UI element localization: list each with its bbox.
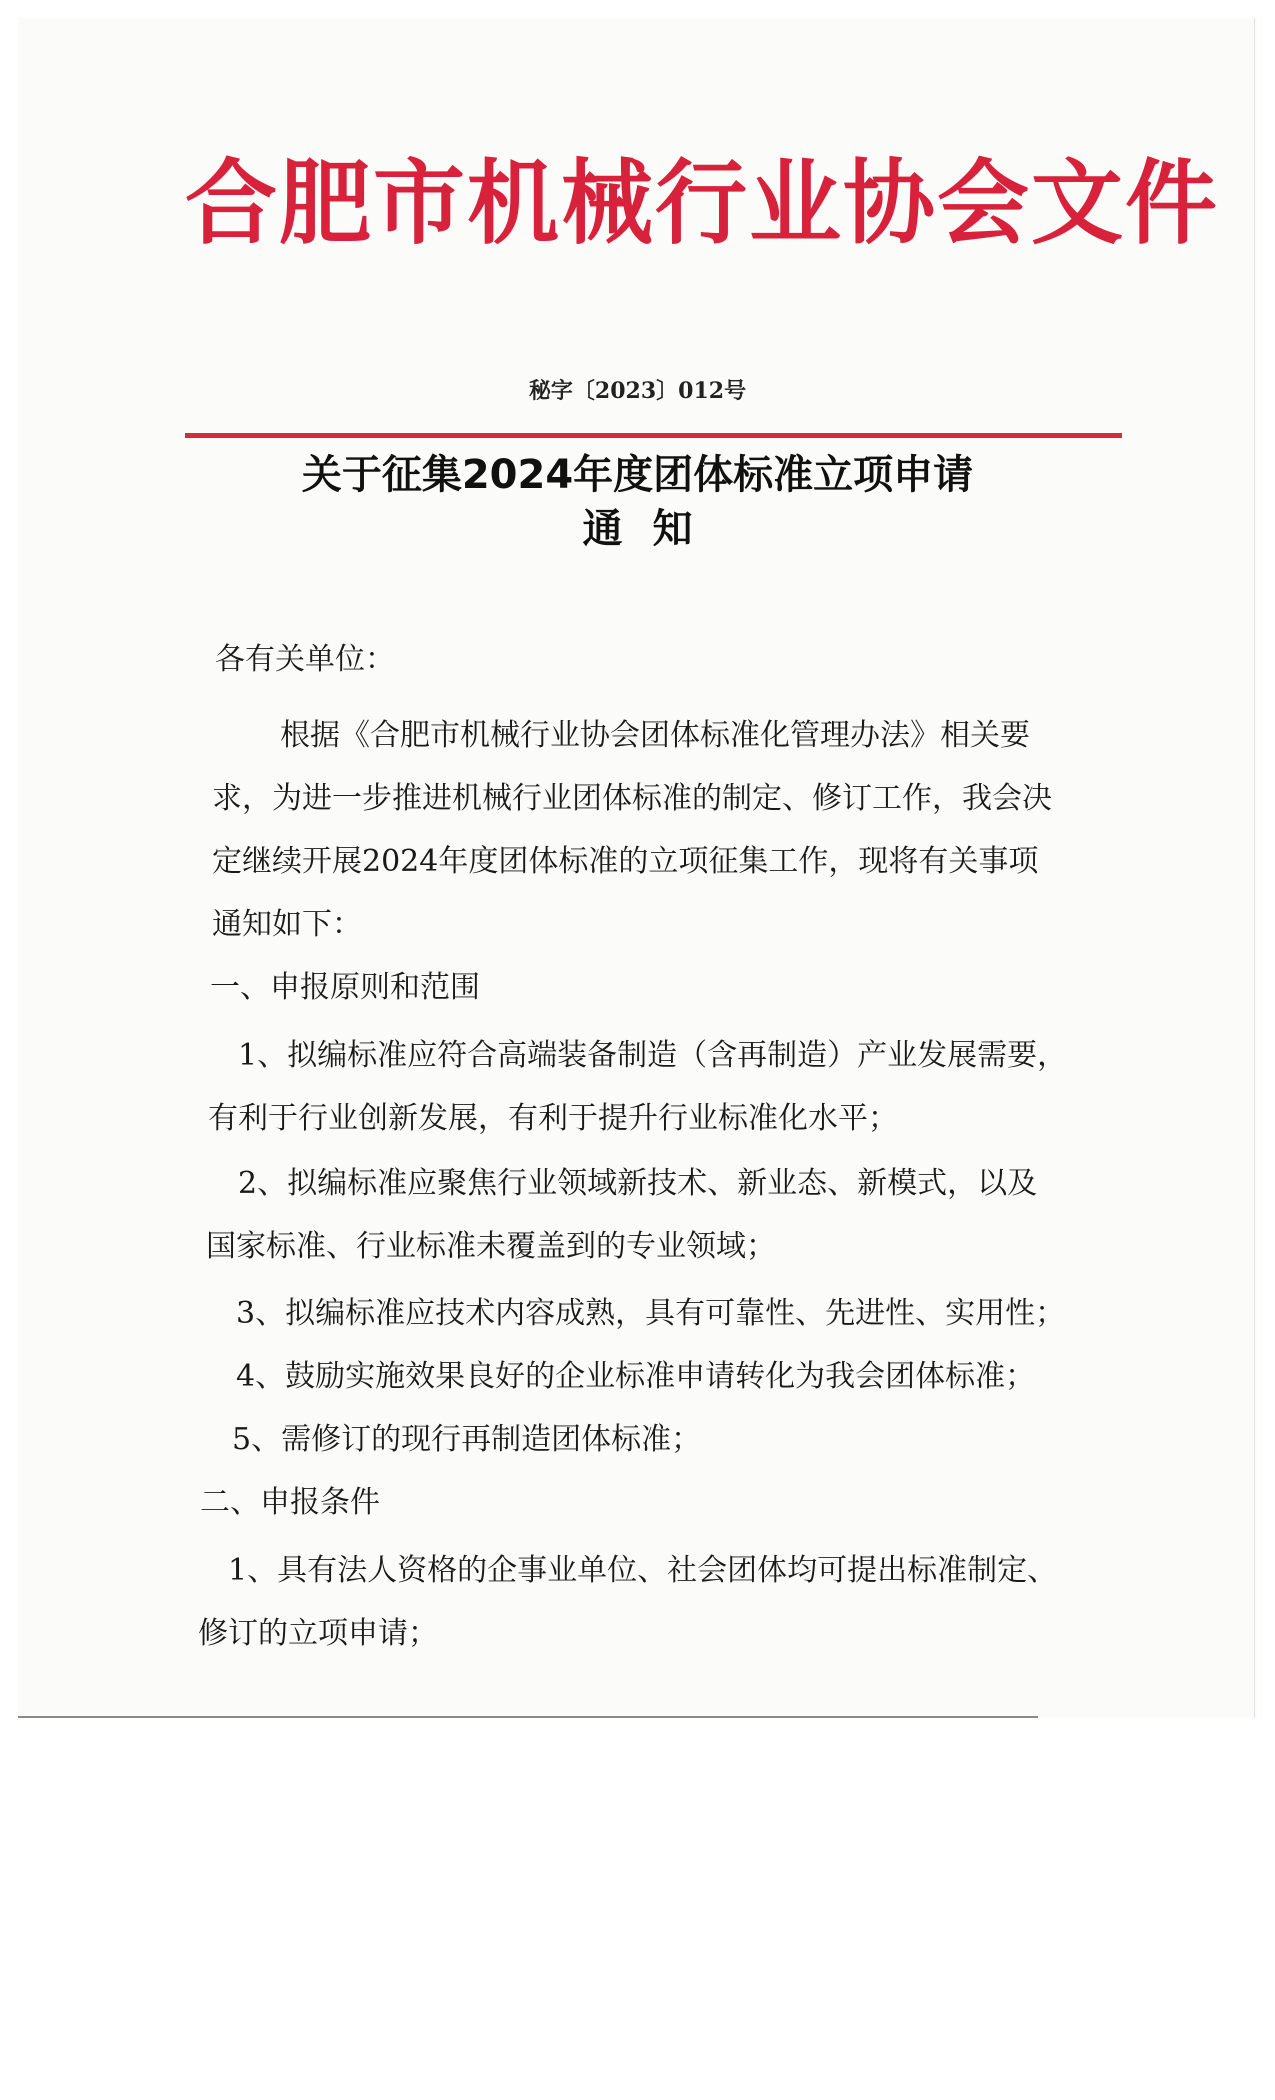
section-2-heading: 二、申报条件 [200, 1485, 380, 1520]
page-bottom-edge [18, 1716, 1038, 1718]
issuer-header-title: 合肥市机械行业协会文件 [185, 149, 1220, 257]
intro-line-1: 根据《合肥市机械行业协会团体标准化管理办法》相关要 [280, 718, 1030, 753]
notice-title-line1: 关于征集2024年度团体标准立项申请 [301, 452, 974, 498]
section-1-item-4: 4、鼓励实施效果良好的企业标准申请转化为我会团体标准； [236, 1359, 1036, 1394]
notice-title [0, 448, 1275, 556]
red-divider-line [185, 433, 1122, 438]
section-1-item-2-line-2: 国家标准、行业标准未覆盖到的专业领域； [206, 1229, 776, 1264]
section-1-item-5: 5、需修订的现行再制造团体标准； [232, 1422, 702, 1457]
intro-line-2: 求，为进一步推进机械行业团体标准的制定、修订工作，我会决 [212, 781, 1052, 816]
document-number: 秘字〔2023〕012号 [528, 378, 747, 404]
section-1-item-3: 3、拟编标准应技术内容成熟，具有可靠性、先进性、实用性； [236, 1296, 1066, 1331]
section-1-item-2-line-1: 2、拟编标准应聚焦行业领域新技术、新业态、新模式，以及 [238, 1166, 1038, 1201]
salutation: 各有关单位： [215, 642, 395, 677]
intro-line-3: 定继续开展2024年度团体标准的立项征集工作，现将有关事项 [212, 844, 1039, 879]
section-1-item-1-line-1: 1、拟编标准应符合高端装备制造（含再制造）产业发展需要， [238, 1038, 1068, 1073]
section-2-item-1-line-2: 修订的立项申请； [198, 1616, 438, 1651]
notice-title-line2: 通知 [582, 506, 723, 552]
section-2-item-1-line-1: 1、具有法人资格的企事业单位、社会团体均可提出标准制定、 [228, 1553, 1058, 1588]
section-1-heading: 一、申报原则和范围 [210, 970, 480, 1005]
intro-line-4: 通知如下： [212, 907, 362, 942]
section-1-item-1-line-2: 有利于行业创新发展，有利于提升行业标准化水平； [208, 1101, 898, 1136]
page-right-edge [1254, 18, 1255, 1718]
